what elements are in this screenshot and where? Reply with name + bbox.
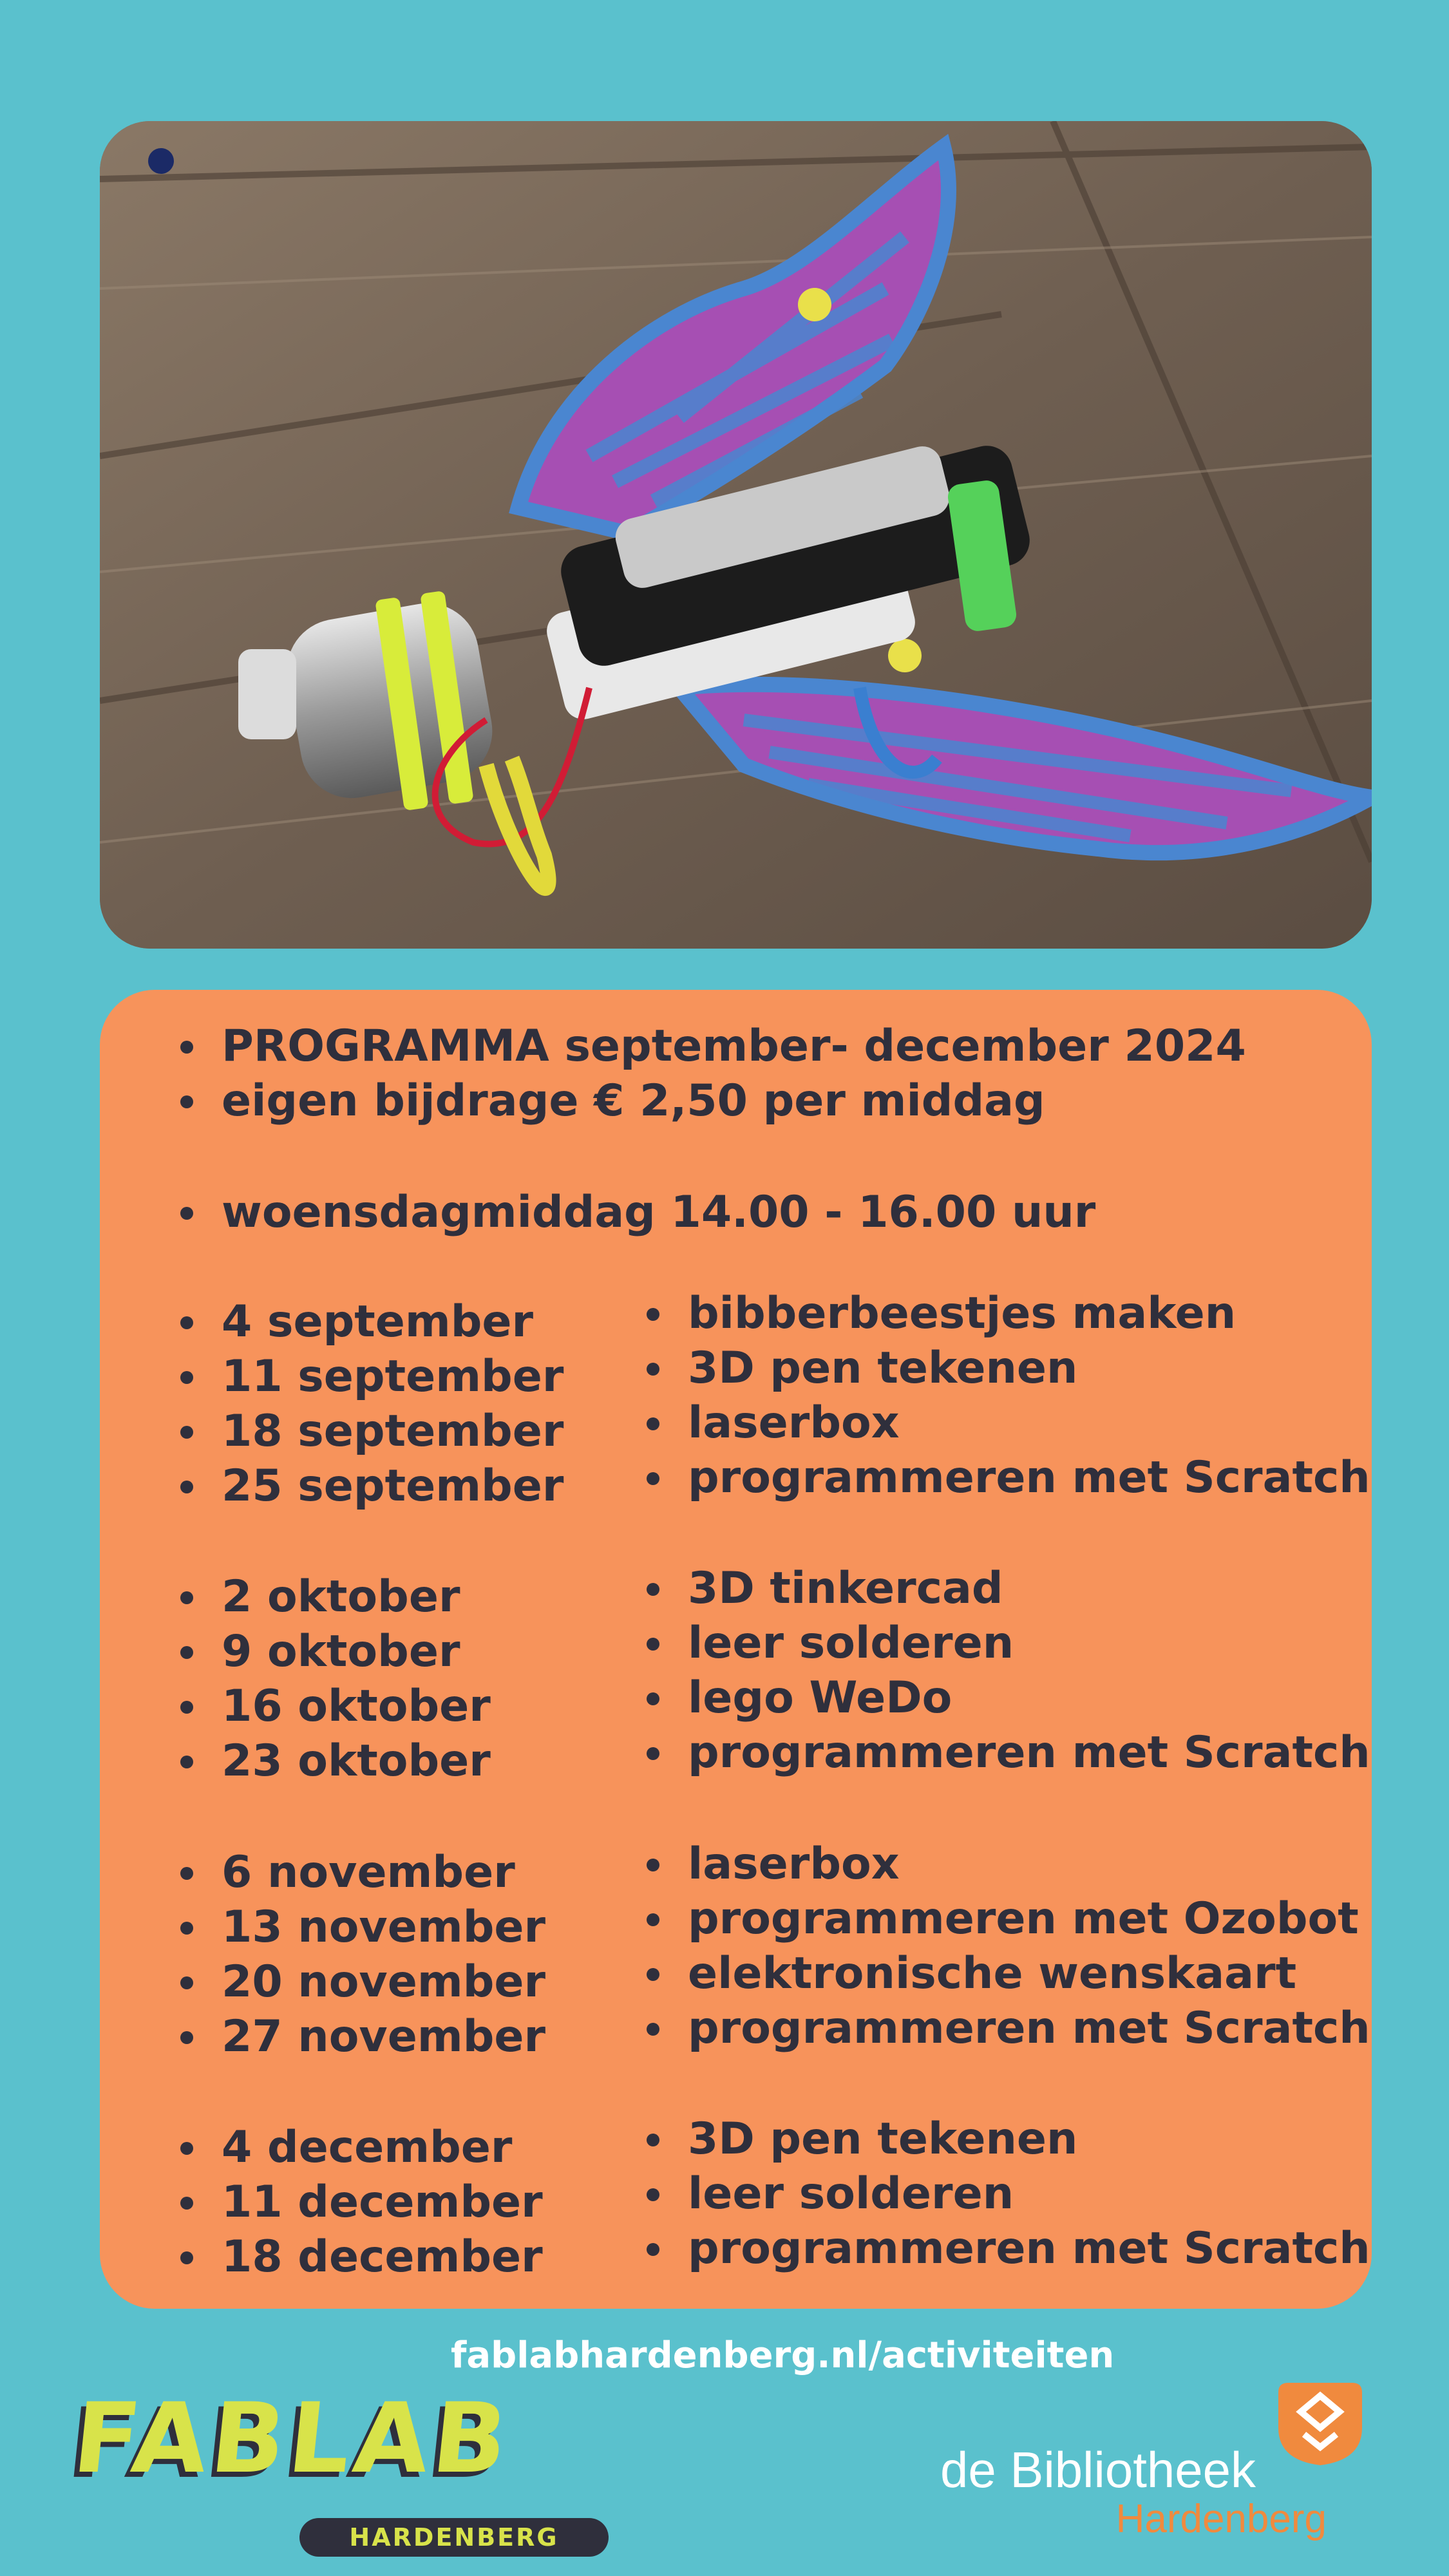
- activity-item: laserbox: [641, 1837, 1370, 1891]
- date-item: 9 oktober: [175, 1624, 491, 1679]
- activity-item: programmeren met Scratch: [641, 1450, 1370, 1505]
- fablab-logo: [68, 2383, 559, 2566]
- header-list: [175, 1019, 1246, 1128]
- library-sub: Hardenberg: [1115, 2497, 1327, 2541]
- date-item: 23 oktober: [175, 1734, 491, 1788]
- date-item: 6 november: [175, 1845, 545, 1900]
- activity-item: leer solderen: [641, 2166, 1370, 2221]
- date-item: 18 december: [175, 2230, 543, 2284]
- programme-title: PROGRAMMA september- december 2024: [175, 1019, 1246, 1074]
- activity-item: 3D tinkercad: [641, 1561, 1370, 1616]
- activities-december: [641, 2112, 1370, 2276]
- bibberbeestje-photo-icon: [100, 121, 1372, 949]
- date-item: 11 september: [175, 1349, 564, 1404]
- activity-item: bibberbeestjes maken: [641, 1286, 1370, 1341]
- activity-item: laserbox: [641, 1396, 1370, 1450]
- date-item: 18 september: [175, 1404, 564, 1459]
- date-item: 20 november: [175, 1955, 545, 2009]
- dates-oktober: [175, 1569, 491, 1788]
- activity-item: lego WeDo: [641, 1671, 1370, 1725]
- date-item: 27 november: [175, 2009, 545, 2064]
- fablab-logo-word: FABLAB: [68, 2383, 516, 2495]
- activity-item: programmeren met Scratch: [641, 2221, 1370, 2276]
- activity-item: 3D pen tekenen: [641, 2112, 1370, 2166]
- time-text: woensdagmiddag 14.00 - 16.00 uur: [175, 1185, 1095, 1240]
- library-logo-icon: [1275, 2376, 1365, 2467]
- activity-item: programmeren met Scratch: [641, 1725, 1370, 1780]
- dates-december: [175, 2120, 543, 2284]
- dates-september: [175, 1294, 564, 1513]
- date-item: 13 november: [175, 1900, 545, 1955]
- activity-item: programmeren met Ozobot: [641, 1891, 1370, 1946]
- time-list: [175, 1185, 1095, 1240]
- hero-photo: [100, 121, 1372, 949]
- activity-item: leer solderen: [641, 1616, 1370, 1671]
- activity-item: programmeren met Scratch: [641, 2001, 1370, 2056]
- date-item: 2 oktober: [175, 1569, 491, 1624]
- activities-september: [641, 1286, 1370, 1505]
- activity-item: elektronische wenskaart: [641, 1946, 1370, 2001]
- website-link[interactable]: fablabhardenberg.nl/activiteiten: [451, 2334, 1115, 2376]
- date-item: 16 oktober: [175, 1679, 491, 1734]
- activity-item: 3D pen tekenen: [641, 1341, 1370, 1396]
- date-item: 25 september: [175, 1459, 564, 1513]
- fablab-logo-sub: HARDENBERG: [299, 2518, 609, 2557]
- activities-november: [641, 1837, 1370, 2056]
- activities-oktober: [641, 1561, 1370, 1780]
- fee-text: eigen bijdrage € 2,50 per middag: [175, 1074, 1246, 1128]
- date-item: 4 december: [175, 2120, 543, 2175]
- date-item: 11 december: [175, 2175, 543, 2230]
- library-title: de Bibliotheek: [940, 2441, 1256, 2498]
- date-item: 4 september: [175, 1294, 564, 1349]
- dates-november: [175, 1845, 545, 2064]
- library-logo: [940, 2376, 1365, 2541]
